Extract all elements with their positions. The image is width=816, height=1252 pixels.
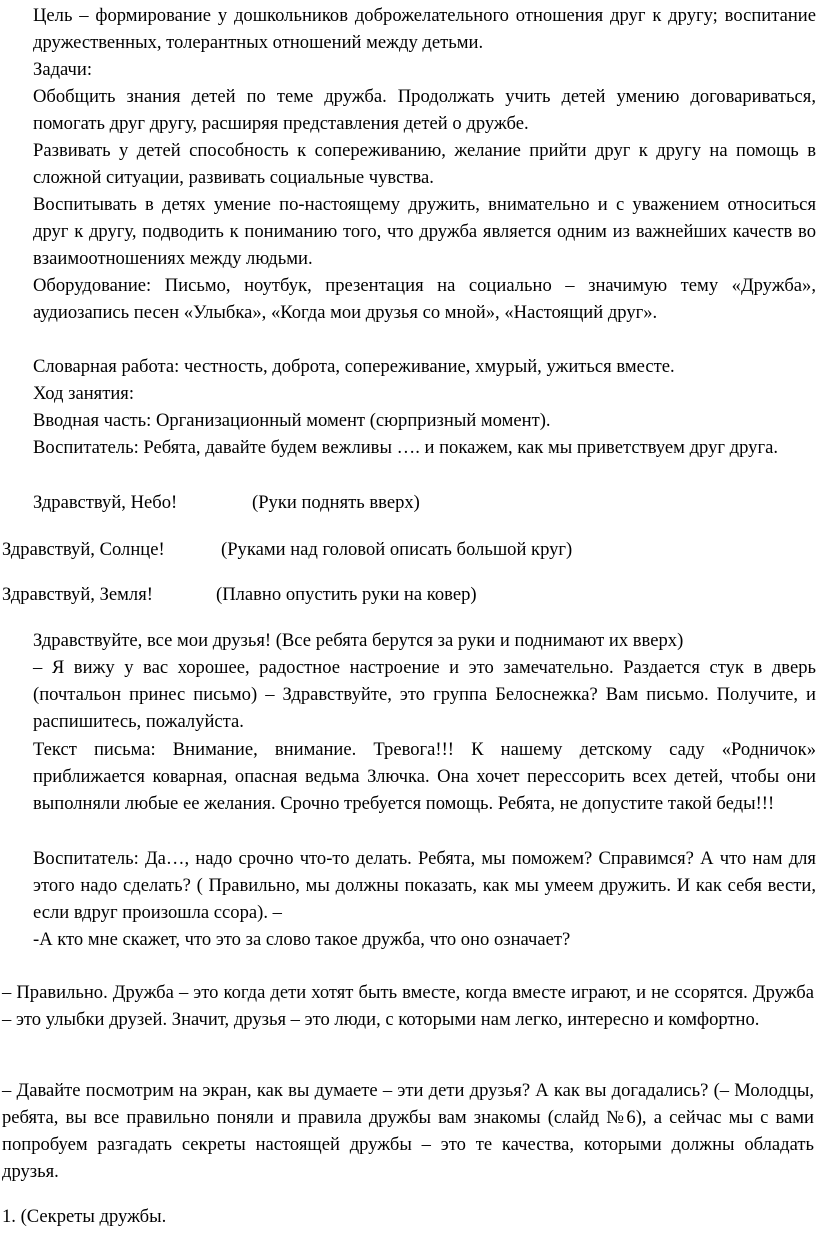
greeting-text: Здравствуй, Небо! bbox=[33, 492, 178, 513]
greeting-line-sun bbox=[0, 536, 816, 563]
mood-paragraph: – Я вижу у вас хорошее, радостное настроение и это замечательно. Раздается стук в дверь (почтальон принес письмо) – Здравствуйте, это группа Белоснежка? Вам письмо. Получите, и распишитесь, пожалуйста. bbox=[33, 657, 816, 732]
friends-greeting-paragraph: Здравствуйте, все мои друзья! (Все ребята берутся за руки и поднимают их вверх) bbox=[33, 630, 684, 651]
task-3-paragraph: Воспитывать в детях умение по-настоящему дружить, внимательно и с уважением относиться друг к другу, подводить к пониманию того, что дружба является одним из важнейших качеств во взаимоотношениях между людьми. bbox=[33, 194, 816, 269]
greeting-line-earth bbox=[0, 581, 816, 608]
lesson-heading: Ход занятия: bbox=[33, 383, 135, 404]
task-1-paragraph: Обобщить знания детей по теме дружба. Продолжать учить детей умению договариваться, помогать друг другу, расширяя представления детей о дружбе. bbox=[33, 86, 816, 134]
intro-paragraph: Вводная часть: Организационный момент (сюрпризный момент). bbox=[33, 410, 551, 431]
task-2-paragraph: Развивать у детей способность к сопереживанию, желание прийти друг к другу на помощь в сложной ситуации, развивать социальные чувства. bbox=[33, 140, 816, 188]
greeting-line-sky bbox=[0, 489, 816, 516]
equipment-paragraph: Оборудование: Письмо, ноутбук, презентация на социально – значимую тему «Дружба», аудиозапись песен «Улыбка», «Когда мои друзья со мной», «Настоящий друг». bbox=[33, 275, 816, 323]
question-paragraph: -А кто мне скажет, что это за слово такое дружба, что оно означает? bbox=[33, 929, 571, 950]
greeting-text: Здравствуй, Земля! bbox=[2, 584, 153, 605]
tasks-heading: Задачи: bbox=[33, 59, 93, 80]
greeting-action: (Руки поднять вверх) bbox=[252, 492, 420, 513]
vocabulary-paragraph: Словарная работа: честность, доброта, сопереживание, хмурый, ужиться вместе. bbox=[33, 356, 675, 377]
teacher-help-paragraph: Воспитатель: Да…, надо срочно что-то делать. Ребята, мы поможем? Справимся? А что нам для этого надо сделать? ( Правильно, мы должны показать, как мы умеем дружить. И как себя вести, если вдруг произошла ссора). – bbox=[33, 848, 816, 923]
greeting-action: (Плавно опустить руки на ковер) bbox=[216, 584, 477, 605]
greeting-text: Здравствуй, Солнце! bbox=[2, 539, 165, 560]
screen-paragraph: – Давайте посмотрим на экран, как вы думаете – эти дети друзья? А как вы догадались? (– Молодцы, ребята, вы все правильно поняли и правила дружбы вам знакомы (слайд №6), а сейчас мы с вами попробуем разгадать секреты настоящей дружбы – это те качества, которыми должны обладать друзья. bbox=[2, 1080, 814, 1182]
letter-paragraph: Текст письма: Внимание, внимание. Тревога!!! К нашему детскому саду «Родничок» приближается коварная, опасная ведьма Злючка. Она хочет перессорить всех детей, чтобы они выполняли любые ее желания. Срочно требуется помощь. Ребята, не допустите такой беды!!! bbox=[33, 739, 816, 814]
greeting-action: (Руками над головой описать большой круг) bbox=[221, 539, 573, 560]
goal-paragraph: Цель – формирование у дошкольников доброжелательного отношения друг к другу; воспитание дружественных, толерантных отношений между детьми. bbox=[33, 5, 816, 53]
secrets-paragraph: 1. (Секреты дружбы. bbox=[2, 1206, 167, 1227]
friendship-answer-paragraph: – Правильно. Дружба – это когда дети хотят быть вместе, когда вместе играют, и не ссорятся. Дружба – это улыбки друзей. Значит, друзья – это люди, с которыми нам легко, интересно и комфортно. bbox=[2, 982, 814, 1030]
teacher-greeting-paragraph: Воспитатель: Ребята, давайте будем вежливы …. и покажем, как мы приветствуем друг друга. bbox=[33, 437, 778, 458]
